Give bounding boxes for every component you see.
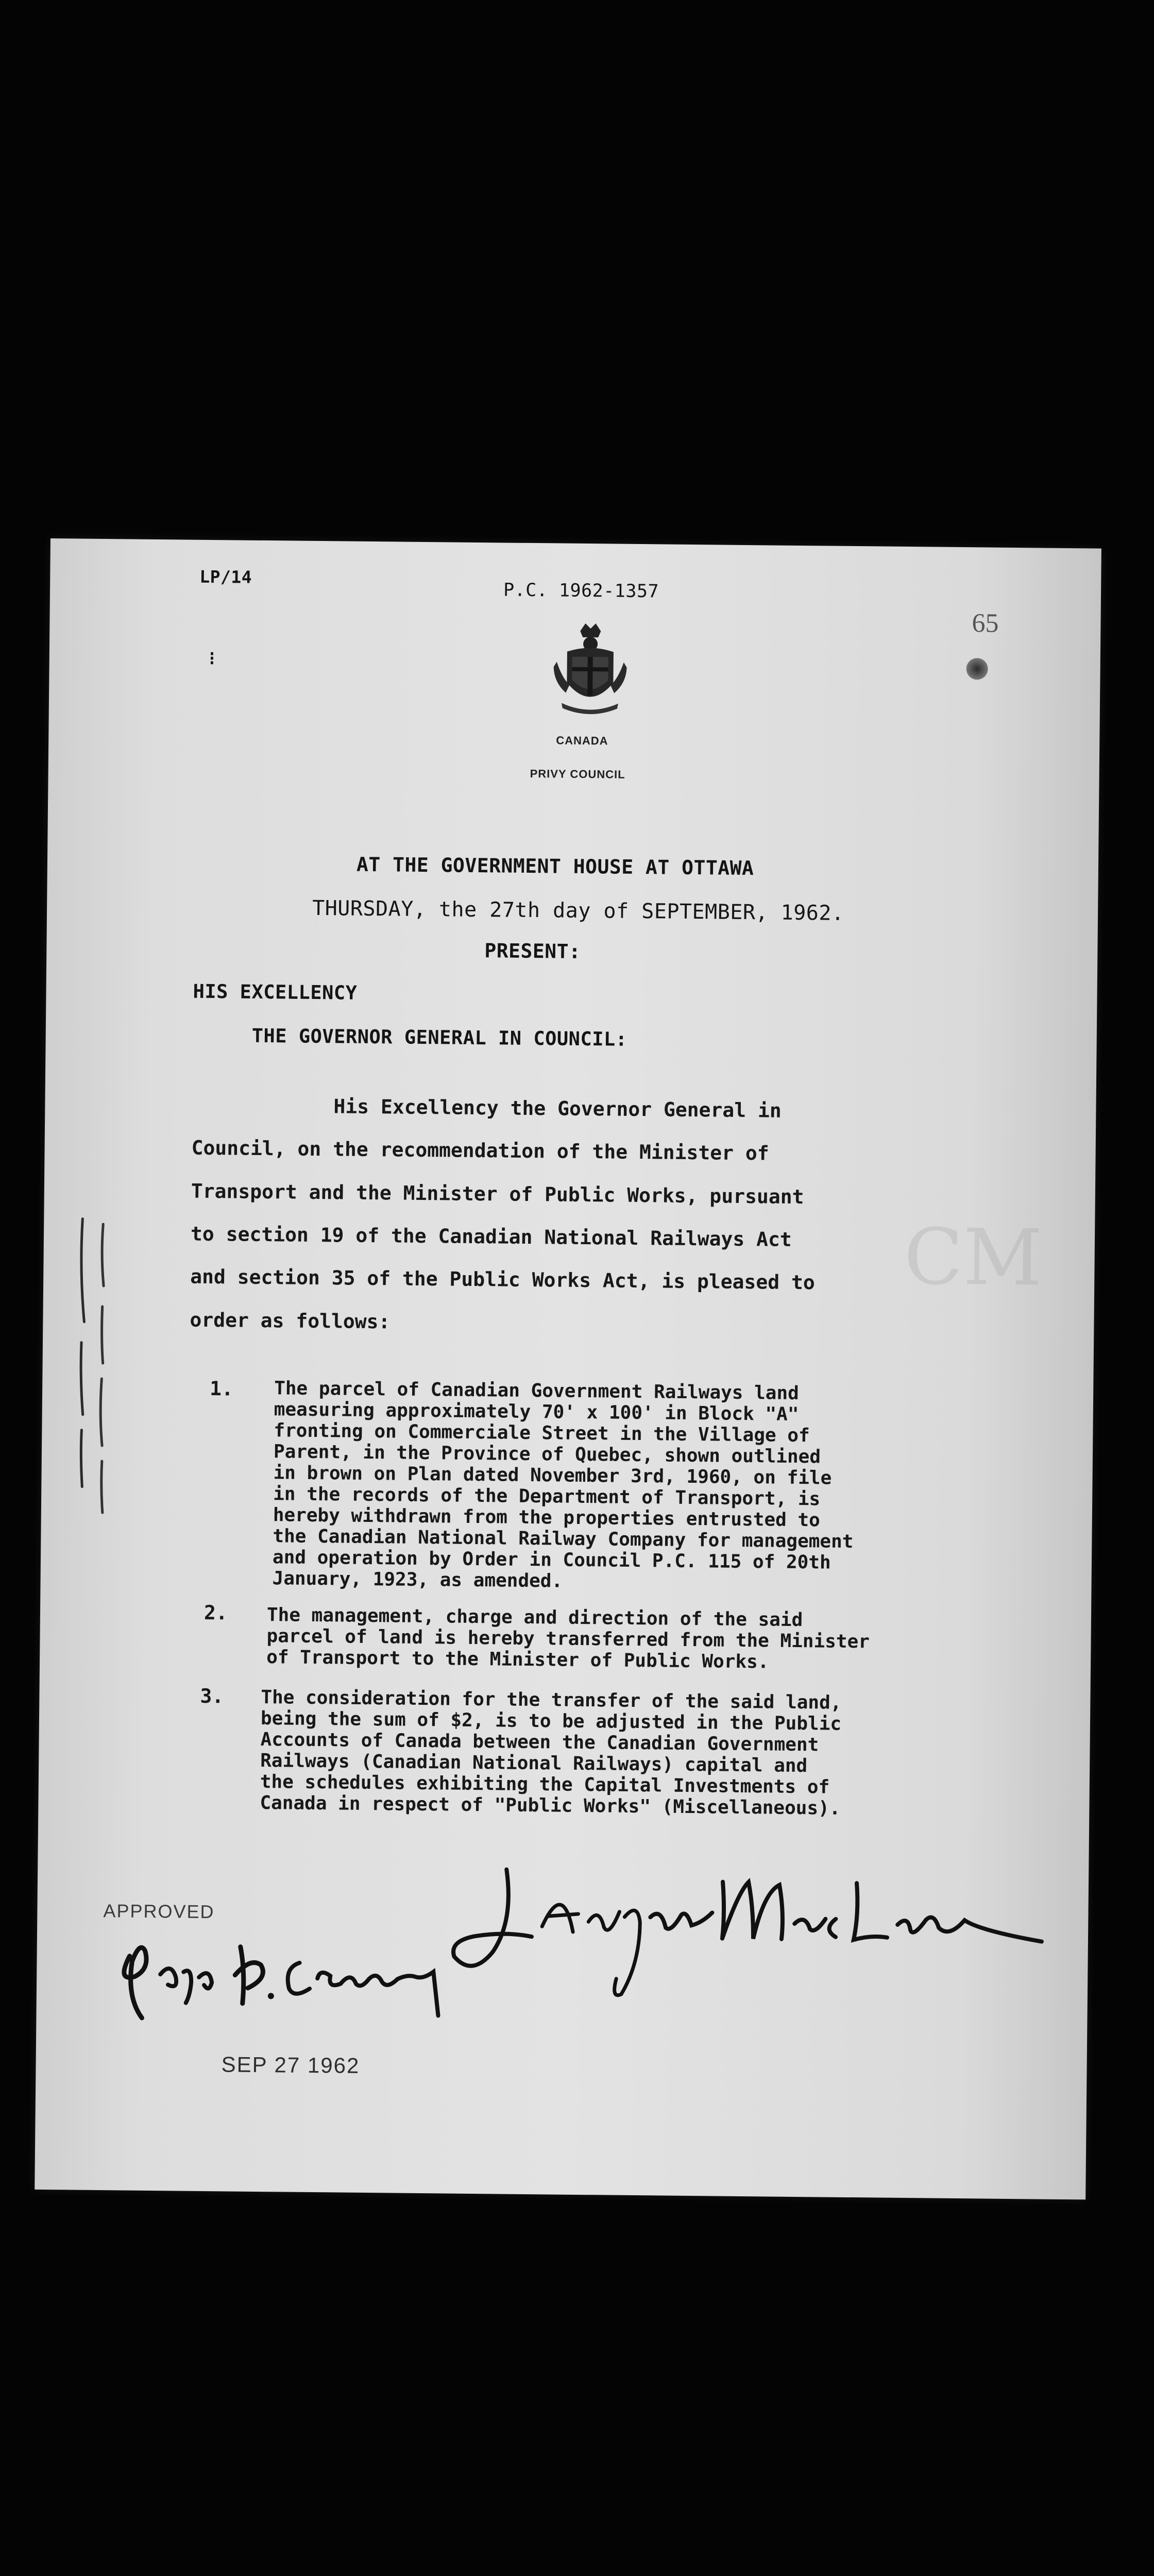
order-number: P.C. 1962-1357 [503, 580, 659, 602]
approval-date-stamp: SEP 27 1962 [221, 2052, 360, 2078]
svg-text:CM: CM [903, 1212, 1043, 1303]
body-line: to section 19 of the Canadian National Railways Act [190, 1222, 792, 1251]
body-line: order as follows: [190, 1308, 391, 1333]
heading-present: PRESENT: [484, 939, 581, 963]
order-in-council-page [35, 538, 1101, 2199]
approved-label: APPROVED [103, 1900, 215, 1923]
heading-place: AT THE GOVERNMENT HOUSE AT OTTAWA [356, 853, 754, 880]
item-text: The parcel of Canadian Government Railways land measuring approximately 70' x 100' in Block "A" fronting on Commerciale Street in the Village of Parent, in the Province of Quebec, shown outlined in brown on Plan dated November 3rd, 1960, on file in the records of the Department of Transport, is hereby withdrawn from the properties entrusted to the Canadian National Railway Company for management and operation by Order in Council P.C. 115 of 20th January, 1923, as amended. [272, 1378, 854, 1592]
salutation-line-1: HIS EXCELLENCY [193, 980, 358, 1004]
council-label: PRIVY COUNCIL [530, 767, 625, 781]
crest-label: CANADA [556, 734, 608, 748]
body-line: Transport and the Minister of Public Works, pursuant [191, 1179, 804, 1209]
heading-date: THURSDAY, the 27th day of SEPTEMBER, 1962. [312, 896, 844, 925]
body-line: and section 35 of the Public Works Act, is pleased to [190, 1265, 815, 1294]
governor-general-signature [113, 1925, 485, 2031]
minister-signature [444, 1858, 1048, 2013]
marginal-handwriting [64, 1208, 129, 1518]
body-line: His Excellency the Governor General in [333, 1095, 782, 1122]
embossed-watermark [898, 1206, 1054, 1311]
salutation-line-2: THE GOVERNOR GENERAL IN COUNCIL: [251, 1024, 627, 1050]
margin-tick-mark: ⁝ [209, 648, 215, 670]
body-line: Council, on the recommendation of the Minister of [191, 1136, 769, 1165]
royal-arms-crest-icon [551, 620, 630, 719]
punch-hole [966, 658, 988, 680]
item-number: 3. [200, 1684, 224, 1708]
item-number: 2. [203, 1601, 228, 1624]
item-text: The consideration for the transfer of the said land, being the sum of $2, is to be adjusted in the Public Accounts of Canada between the Canadian Government Railways (Canadian National Railways) capital and the schedules exhibiting the Capital Investments of Canada in respect of "Public Works" (Miscellaneous). [260, 1687, 842, 1819]
file-reference: LP/14 [199, 566, 252, 587]
item-text: The management, charge and direction of the said parcel of land is hereby transferred from the Minister of Transport to the Minister of Public Works. [266, 1604, 870, 1673]
folio-number: 65 [972, 608, 999, 638]
item-number: 1. [209, 1377, 234, 1400]
